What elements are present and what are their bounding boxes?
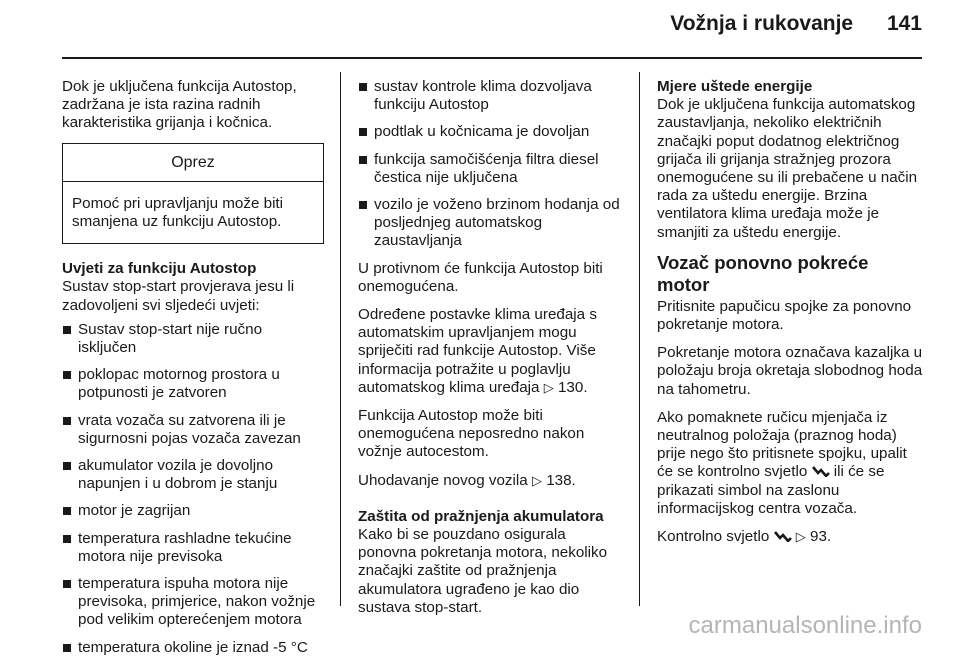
conditions-heading: Uvjeti za funkciju Autostop [62, 260, 257, 278]
column-divider [340, 72, 341, 606]
list-item: temperatura ispuha motora nije previsoka, primjerice, nakon vožnje pod velikim opterećenjem motora [62, 575, 324, 630]
running-in-paragraph: Uhodavanje novog vozila ▷ 138. [358, 471, 576, 489]
list-item: temperatura rashladne tekućine motora nije previsoka [62, 530, 324, 566]
list-item: podtlak u kočnicama je dovoljan [358, 123, 626, 141]
column-2 [358, 78, 626, 627]
bullet-icon [359, 156, 367, 164]
list-item: poklopac motornog prostora u potpunosti je zatvoren [62, 366, 324, 402]
list-item: akumulator vozila je dovoljno napunjen i u dobrom je stanju [62, 457, 324, 493]
motorway-paragraph: Funkcija Autostop može biti onemogućena neposredno nakon vožnje autocestom. [358, 407, 585, 461]
bullet-icon [63, 417, 71, 425]
bullet-icon [63, 371, 71, 379]
list-item: motor je zagrijan [62, 502, 324, 520]
conditions-list-continued [358, 78, 626, 251]
bullet-icon [63, 507, 71, 515]
energy-paragraph: Dok je uključena funkcija automatskog zaustavljanja, nekoliko električnih značajki poput dodatnog električnog grijača ili grijanja stražnjeg prozora onemogućene su ili prebačene u način rada za uštedu energije. Brzina ventilatora klima uređaja može je smanjiti za uštedu energije. [657, 96, 918, 241]
conditions-intro: Sustav stop-start provjerava jesu li zadovoljeni svi sljedeći uvjeti: [62, 278, 295, 314]
watermark: carmanualsonline.info [688, 612, 922, 639]
bullet-icon [63, 644, 71, 652]
column-3 [657, 78, 923, 556]
autostop-indicator-icon [812, 465, 830, 477]
list-item: vrata vozača su zatvorena ili je sigurnosni pojas vozača zavezan [62, 412, 324, 448]
column-divider [639, 72, 640, 606]
page-reference-icon: ▷ [531, 472, 542, 488]
indicator-paragraph: Kontrolno svjetlo ▷ 93. [657, 528, 832, 546]
bullet-icon [63, 535, 71, 543]
page-header [670, 12, 922, 36]
battery-paragraph: Kako bi se pouzdano osigurala ponovna pokretanja motora, nekoliko značajki zaštite od pražnjenja akumulatora ugrađeno je kao dio sustava stop-start. [358, 526, 608, 616]
bullet-icon [63, 326, 71, 334]
caution-body: Pomoć pri upravljanju može biti smanjena uz funkciju Autostop. [72, 194, 284, 231]
autostop-indicator-icon [774, 530, 792, 542]
page-number: 141 [886, 12, 922, 35]
restart-paragraph-2: Pokretanje motora označava kazaljka u položaju broja okretaja slobodnog hoda na tahometru. [657, 344, 923, 398]
restart-paragraph-3: Ako pomaknete ručicu mjenjača iz neutralnog položaja (praznog hoda) prije nego što pritisnete spojku, upalit će se kontrolno svjetlo ili će se prikazati simbol na zaslonu informacijskog centra vozača. [657, 408, 907, 517]
battery-heading: Zaštita od pražnjenja akumulatora [358, 507, 604, 525]
page-reference-icon: ▷ [795, 529, 806, 545]
bullet-icon [63, 580, 71, 588]
list-item: Sustav stop-start nije ručno isključen [62, 321, 324, 357]
bullet-icon [359, 201, 367, 209]
page-reference-icon: ▷ [543, 379, 554, 395]
list-item: vozilo je voženo brzinom hodanja od posljednjeg automatskog zaustavljanja [358, 196, 626, 251]
climate-paragraph: Određene postavke klima uređaja s automatskim upravljanjem mogu spriječiti rad funkcije Autostop. Više informacija potražite u poglavlju automatskog klima uređaja ▷ 130. [358, 306, 597, 396]
bullet-icon [359, 128, 367, 136]
section-title: Vožnja i rukovanje [670, 12, 854, 35]
column-1 [62, 78, 324, 666]
restart-paragraph-1: Pritisnite papučicu spojke za ponovno pokretanje motora. [657, 297, 912, 334]
bullet-icon [63, 462, 71, 470]
disabled-paragraph: U protivnom će funkcija Autostop biti onemogućena. [358, 259, 603, 295]
list-item: funkcija samočišćenja filtra diesel čestica nije uključena [358, 151, 626, 187]
caution-box [62, 143, 324, 245]
intro-paragraph: Dok je uključena funkcija Autostop, zadržana je ista razina radnih karakteristika grijanja i kočnica. [62, 78, 297, 132]
list-item: sustav kontrole klima dozvoljava funkciju Autostop [358, 78, 626, 114]
energy-heading: Mjere uštede energije [657, 78, 813, 95]
bullet-icon [359, 83, 367, 91]
restart-heading: Vozač ponovno pokreće motor [657, 251, 869, 295]
conditions-list [62, 321, 324, 657]
list-item: temperatura okoline je iznad -5 °C [62, 639, 324, 657]
caution-title: Oprez [63, 144, 323, 182]
header-rule [62, 57, 922, 59]
